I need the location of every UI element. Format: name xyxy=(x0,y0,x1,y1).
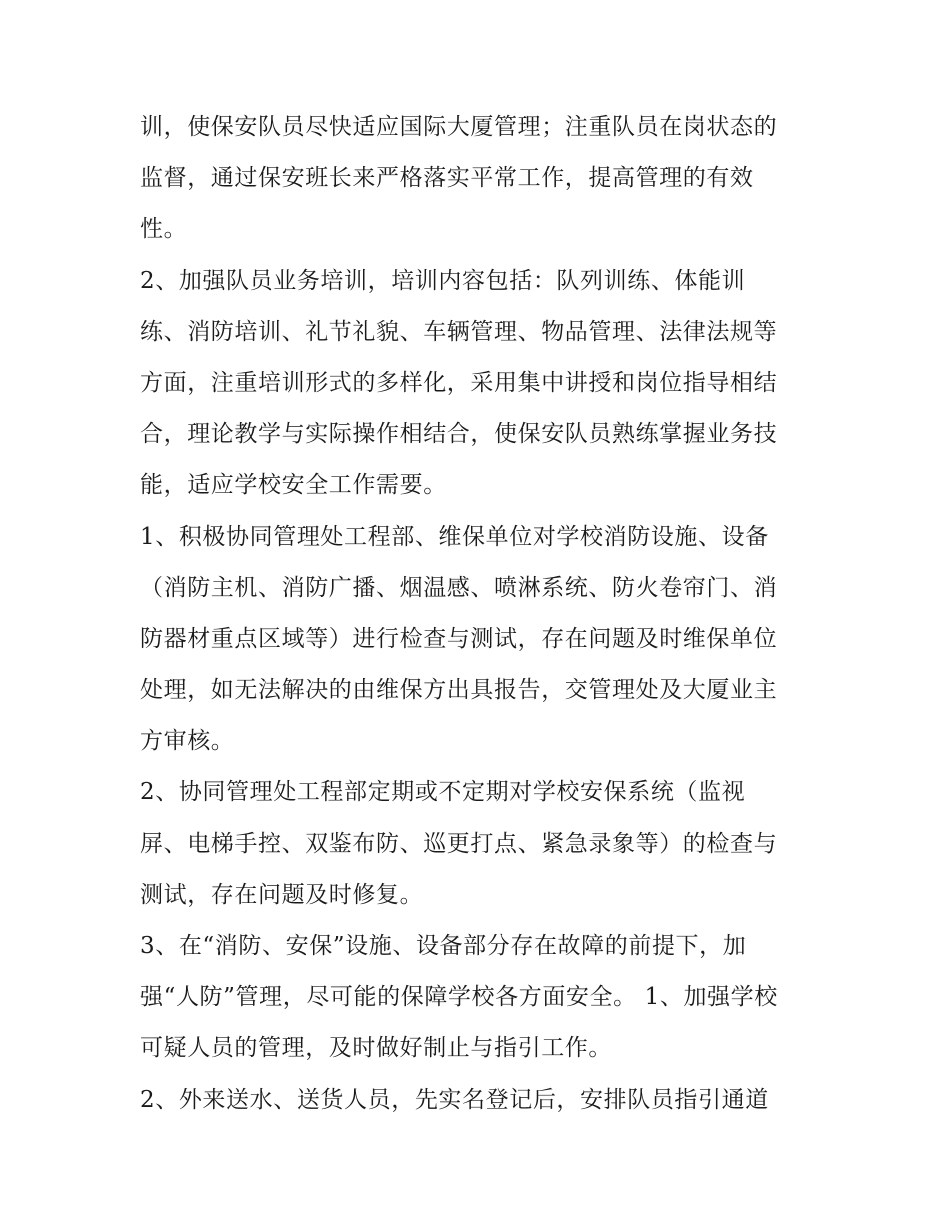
text-line: 测试，存在问题及时修复。 xyxy=(140,881,424,908)
text-line: 练、消防培训、礼节礼貌、车辆管理、物品管理、法律法规等 xyxy=(140,318,778,345)
text-line: 屏、电梯手控、双鉴布防、巡更打点、紧急录象等）的检查与 xyxy=(140,830,778,857)
text-line: 1、积极协同管理处工程部、维保单位对学校消防设施、设备 xyxy=(140,523,769,550)
text-line: 防器材重点区域等）进行检查与测试，存在问题及时维保单位 xyxy=(140,625,778,652)
text-line: 2、外来送水、送货人员，先实名登记后，安排队员指引通道 xyxy=(140,1086,769,1113)
text-line: 2、加强队员业务培训，培训内容包括：队列训练、体能训 xyxy=(140,267,746,294)
text-line: （消防主机、消防广播、烟温感、喷淋系统、防火卷帘门、消 xyxy=(140,574,778,601)
text-line: 强“人防”管理，尽可能的保障学校各方面安全。 1、加强学校 xyxy=(140,984,778,1011)
text-line: 方面，注重培训形式的多样化，采用集中讲授和岗位指导相结 xyxy=(140,369,778,396)
text-line: 可疑人员的管理，及时做好制止与指引工作。 xyxy=(140,1035,612,1062)
text-line: 监督，通过保安班长来严格落实平常工作，提高管理的有效 xyxy=(140,165,754,192)
text-line: 合，理论教学与实际操作相结合，使保安队员熟练掌握业务技 xyxy=(140,421,778,448)
text-line: 训，使保安队员尽快适应国际大厦管理；注重队员在岗状态的 xyxy=(140,114,778,140)
text-line: 能，适应学校安全工作需要。 xyxy=(140,472,447,499)
document-body xyxy=(140,102,830,1126)
text-line: 3、在“消防、安保”设施、设备部分存在故障的前提下，加 xyxy=(140,933,747,959)
text-line: 处理，如无法解决的由维保方出具报告，交管理处及大厦业主 xyxy=(140,677,778,704)
text-line: 2、协同管理处工程部定期或不定期对学校安保系统（监视 xyxy=(140,779,746,806)
text-line: 性。 xyxy=(140,216,188,243)
text-line: 方审核。 xyxy=(140,728,235,755)
